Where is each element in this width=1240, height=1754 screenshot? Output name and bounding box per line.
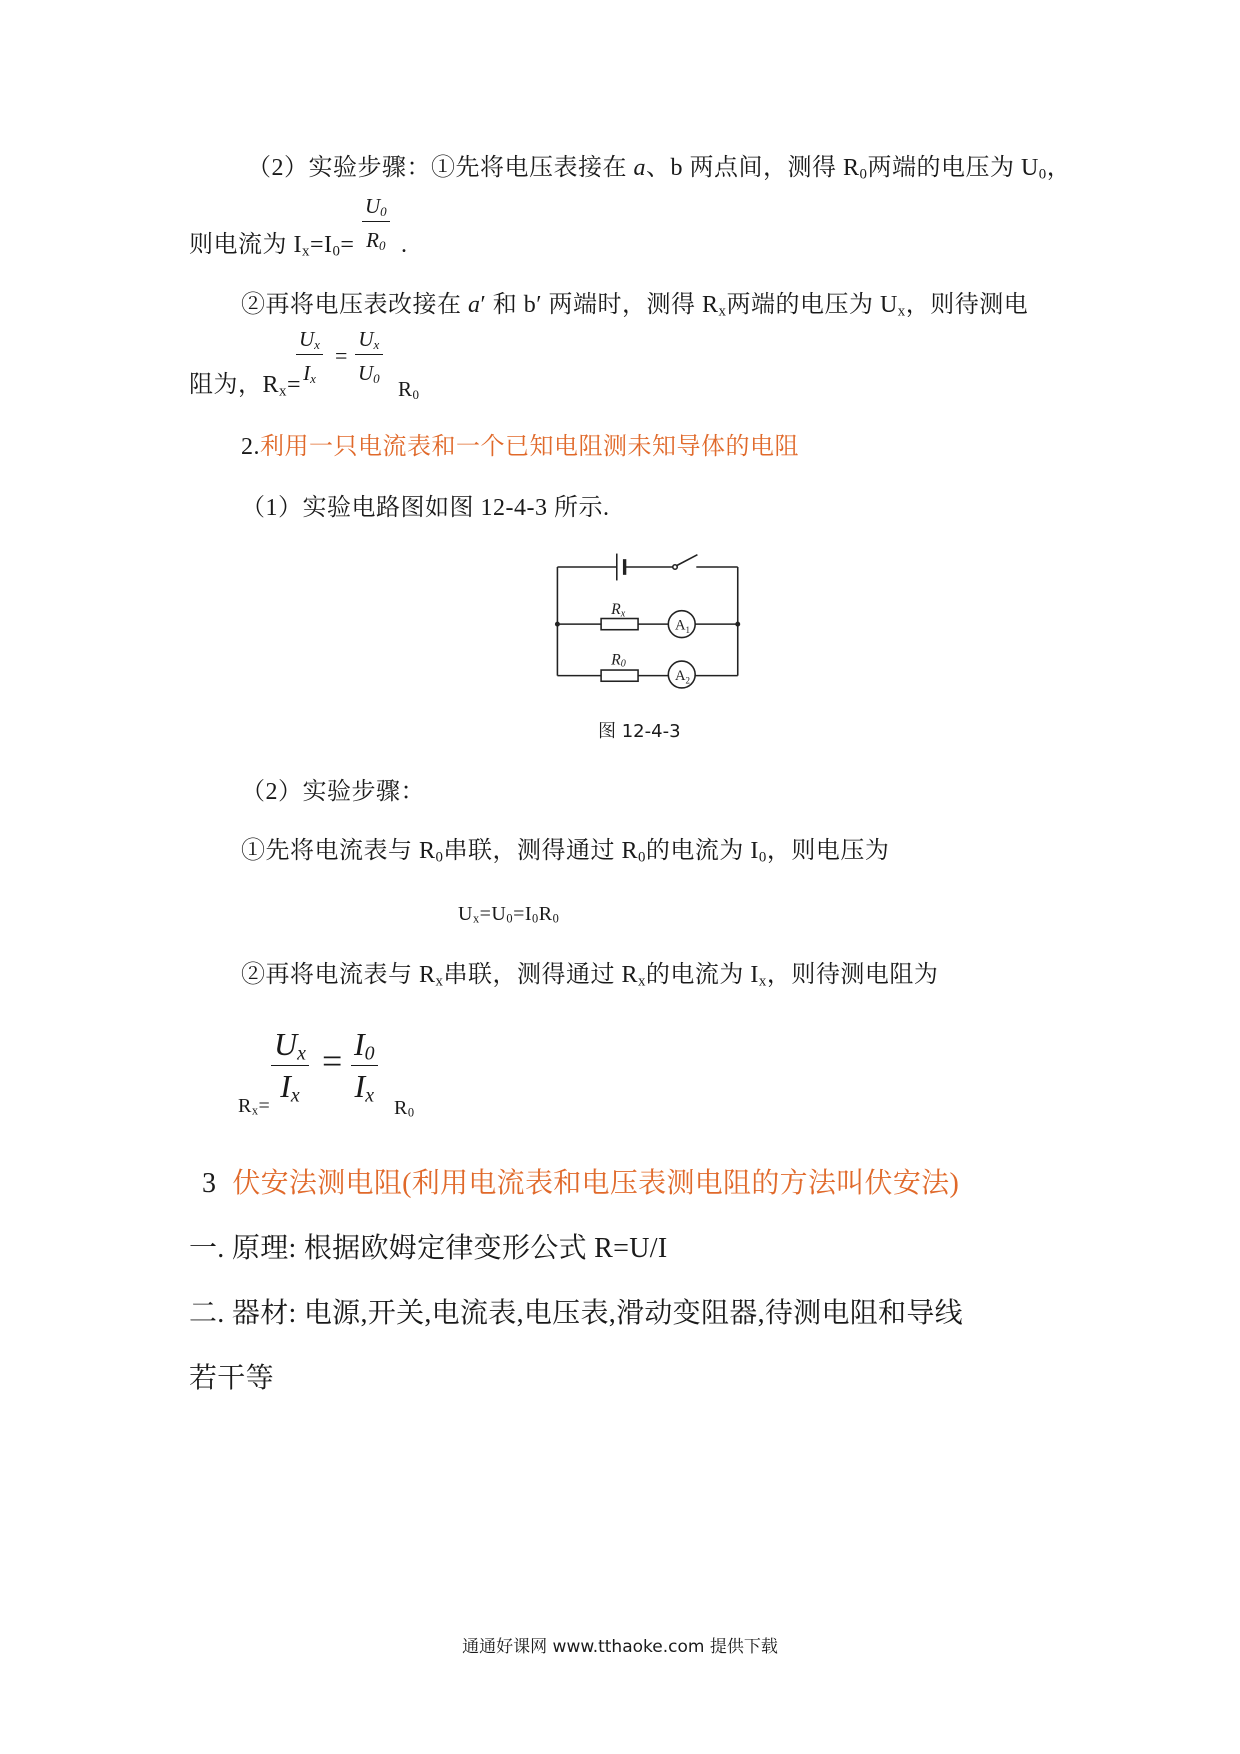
symbol: U bbox=[365, 194, 381, 218]
text-run: ②再将电压表改接在 bbox=[241, 292, 468, 318]
variable-a: a bbox=[633, 155, 646, 181]
equipment-line-continued: 若干等 bbox=[189, 1363, 274, 1394]
symbol: U bbox=[274, 1026, 298, 1062]
fraction-ux-over-ix bbox=[296, 327, 323, 385]
subscript: x bbox=[310, 370, 316, 386]
subscript: 0 bbox=[859, 166, 868, 183]
equals-sign: = bbox=[322, 1041, 343, 1081]
symbol: =U bbox=[479, 903, 507, 925]
symbol: U bbox=[299, 327, 315, 351]
subscript: x bbox=[297, 1042, 306, 1065]
circuit-intro: （1）实验电路图如图 12-4-3 所示. bbox=[241, 495, 610, 521]
equipment-line: 二. 器材: 电源,开关,电流表,电压表,滑动变阻器,待测电阻和导线 bbox=[189, 1298, 963, 1329]
text-run: 则电流为 I bbox=[189, 232, 302, 258]
fraction-bar bbox=[351, 1065, 378, 1066]
label-rx: Rx bbox=[611, 601, 626, 620]
symbol: R bbox=[394, 1097, 408, 1119]
subscript: x bbox=[435, 973, 444, 990]
subscript: x bbox=[279, 383, 287, 400]
symbol: =I bbox=[513, 903, 533, 925]
text-run: ，则待测电阻为 bbox=[766, 962, 939, 988]
fraction-denominator bbox=[363, 228, 388, 252]
fraction-bar bbox=[296, 354, 323, 355]
voltmeter-step-line-2 bbox=[189, 230, 354, 260]
equals-sign: = bbox=[335, 343, 348, 368]
text-run: 、b 两点间，测得 R bbox=[646, 155, 860, 181]
symbol: U bbox=[358, 361, 374, 385]
fraction-bar bbox=[362, 221, 390, 222]
subscript: 0 bbox=[380, 203, 387, 219]
text-run: 两端的电压为 U bbox=[726, 292, 898, 318]
fraction-denominator bbox=[300, 361, 319, 385]
symbol: R bbox=[238, 1095, 252, 1117]
fraction-ux-over-u0 bbox=[355, 327, 383, 385]
section-heading-2 bbox=[241, 432, 799, 462]
subscript: 0 bbox=[532, 911, 539, 926]
text-run: ②再将电流表与 R bbox=[241, 962, 436, 988]
symbol: R bbox=[538, 903, 553, 925]
resistor-rx bbox=[601, 619, 638, 630]
figure-caption: 图 12-4-3 bbox=[598, 721, 681, 742]
text-run: 的电流为 I bbox=[645, 962, 759, 988]
subscript: 0 bbox=[637, 849, 646, 866]
text-run: = bbox=[286, 372, 301, 398]
fraction-i0-over-ix bbox=[351, 1026, 378, 1107]
text-run: 的电流为 I bbox=[645, 838, 759, 864]
text-run: 两端的电压为 U bbox=[867, 155, 1039, 181]
subscript: x bbox=[897, 303, 906, 320]
subscript: x bbox=[472, 911, 480, 926]
subscript: x bbox=[373, 336, 380, 352]
subscript: x bbox=[365, 1084, 375, 1107]
subscript: 0 bbox=[379, 237, 386, 253]
fraction-denominator bbox=[355, 361, 383, 385]
text-run: 阻为，R bbox=[189, 372, 280, 398]
subscript: x bbox=[314, 336, 320, 352]
variable-a: a bbox=[468, 292, 481, 318]
voltmeter-step-line-4 bbox=[189, 370, 301, 400]
text-run: ， bbox=[1046, 155, 1072, 181]
label-a2: $A_2$ bbox=[675, 668, 691, 686]
result-lhs bbox=[238, 1092, 270, 1120]
fraction-numerator bbox=[355, 327, 382, 351]
subscript: 0 bbox=[435, 849, 444, 866]
voltmeter-step-line-1 bbox=[247, 153, 1071, 183]
text-run: 串联，测得通过 R bbox=[443, 962, 638, 988]
circuit-diagram bbox=[539, 539, 764, 707]
principle-line: 一. 原理: 根据欧姆定律变形公式 R=U/I bbox=[189, 1233, 668, 1264]
symbol: I bbox=[280, 1068, 291, 1104]
voltmeter-step-line-3 bbox=[241, 290, 1028, 320]
page-footer: 通通好课网 www.tthaoke.com 提供下载 bbox=[462, 1637, 778, 1657]
subscript: 0 bbox=[506, 911, 514, 926]
subscript: 0 bbox=[552, 911, 560, 926]
symbol: I bbox=[303, 361, 311, 385]
voltage-formula bbox=[458, 900, 559, 928]
fraction-numerator bbox=[296, 327, 323, 351]
ammeter-step-2 bbox=[241, 960, 938, 990]
label-r0: R0 bbox=[611, 651, 626, 670]
symbol: U bbox=[458, 903, 473, 925]
subscript: x bbox=[637, 973, 646, 990]
text-run: 串联，测得通过 R bbox=[443, 838, 638, 864]
fraction-denominator bbox=[352, 1068, 377, 1107]
text-run: ，则电压为 bbox=[766, 838, 890, 864]
text-run: （2）实验步骤：①先将电压表接在 bbox=[247, 155, 634, 181]
text-run: ①先将电流表与 R bbox=[241, 838, 436, 864]
subscript: 0 bbox=[758, 849, 767, 866]
heading-number: 3 bbox=[202, 1168, 217, 1199]
fraction-ux-over-ix bbox=[271, 1026, 309, 1107]
subscript: x bbox=[718, 303, 727, 320]
subscript: x bbox=[758, 973, 767, 990]
text-run: = bbox=[340, 232, 355, 258]
fraction-numerator bbox=[271, 1026, 309, 1065]
junction-dot bbox=[555, 622, 560, 627]
junction-dot bbox=[735, 622, 740, 627]
subscript: 0 bbox=[1038, 166, 1047, 183]
symbol: U bbox=[358, 327, 374, 351]
fraction-bar bbox=[355, 354, 383, 355]
fraction-current bbox=[362, 194, 390, 252]
text-run: =I bbox=[309, 232, 333, 258]
resistance-r0 bbox=[398, 374, 420, 404]
symbol: = bbox=[258, 1095, 271, 1117]
period: . bbox=[401, 232, 408, 258]
symbol: R bbox=[366, 228, 379, 252]
heading-title: 利用一只电流表和一个已知电阻测未知导体的电阻 bbox=[260, 434, 799, 460]
fraction-denominator bbox=[277, 1068, 302, 1107]
fraction-numerator bbox=[351, 1026, 378, 1065]
fraction-bar bbox=[271, 1065, 309, 1066]
text-run: ′ 和 b′ 两端时，测得 R bbox=[480, 292, 719, 318]
subscript: 0 bbox=[364, 1042, 375, 1065]
heading-number: 2. bbox=[241, 434, 260, 460]
text-run: ，则待测电 bbox=[905, 292, 1029, 318]
label-a1: $A_1$ bbox=[675, 617, 691, 636]
subscript: x bbox=[302, 243, 310, 260]
switch-blade bbox=[676, 555, 697, 566]
subscript: 0 bbox=[412, 386, 420, 402]
subscript: x bbox=[251, 1103, 259, 1118]
steps-title: （2）实验步骤： bbox=[241, 779, 425, 805]
fraction-numerator bbox=[362, 194, 390, 218]
symbol: I bbox=[354, 1026, 365, 1062]
symbol: R bbox=[398, 377, 413, 401]
section-heading-3 bbox=[202, 1166, 959, 1202]
resistance-r0 bbox=[394, 1094, 415, 1122]
ammeter-step-1 bbox=[241, 836, 889, 866]
subscript: 0 bbox=[332, 243, 341, 260]
subscript: 0 bbox=[407, 1105, 415, 1120]
subscript: x bbox=[290, 1084, 300, 1107]
subscript: 0 bbox=[373, 370, 380, 386]
resistor-r0 bbox=[601, 670, 638, 681]
heading-title: 伏安法测电阻(利用电流表和电压表测电阻的方法叫伏安法) bbox=[232, 1168, 960, 1199]
symbol: I bbox=[354, 1068, 366, 1104]
